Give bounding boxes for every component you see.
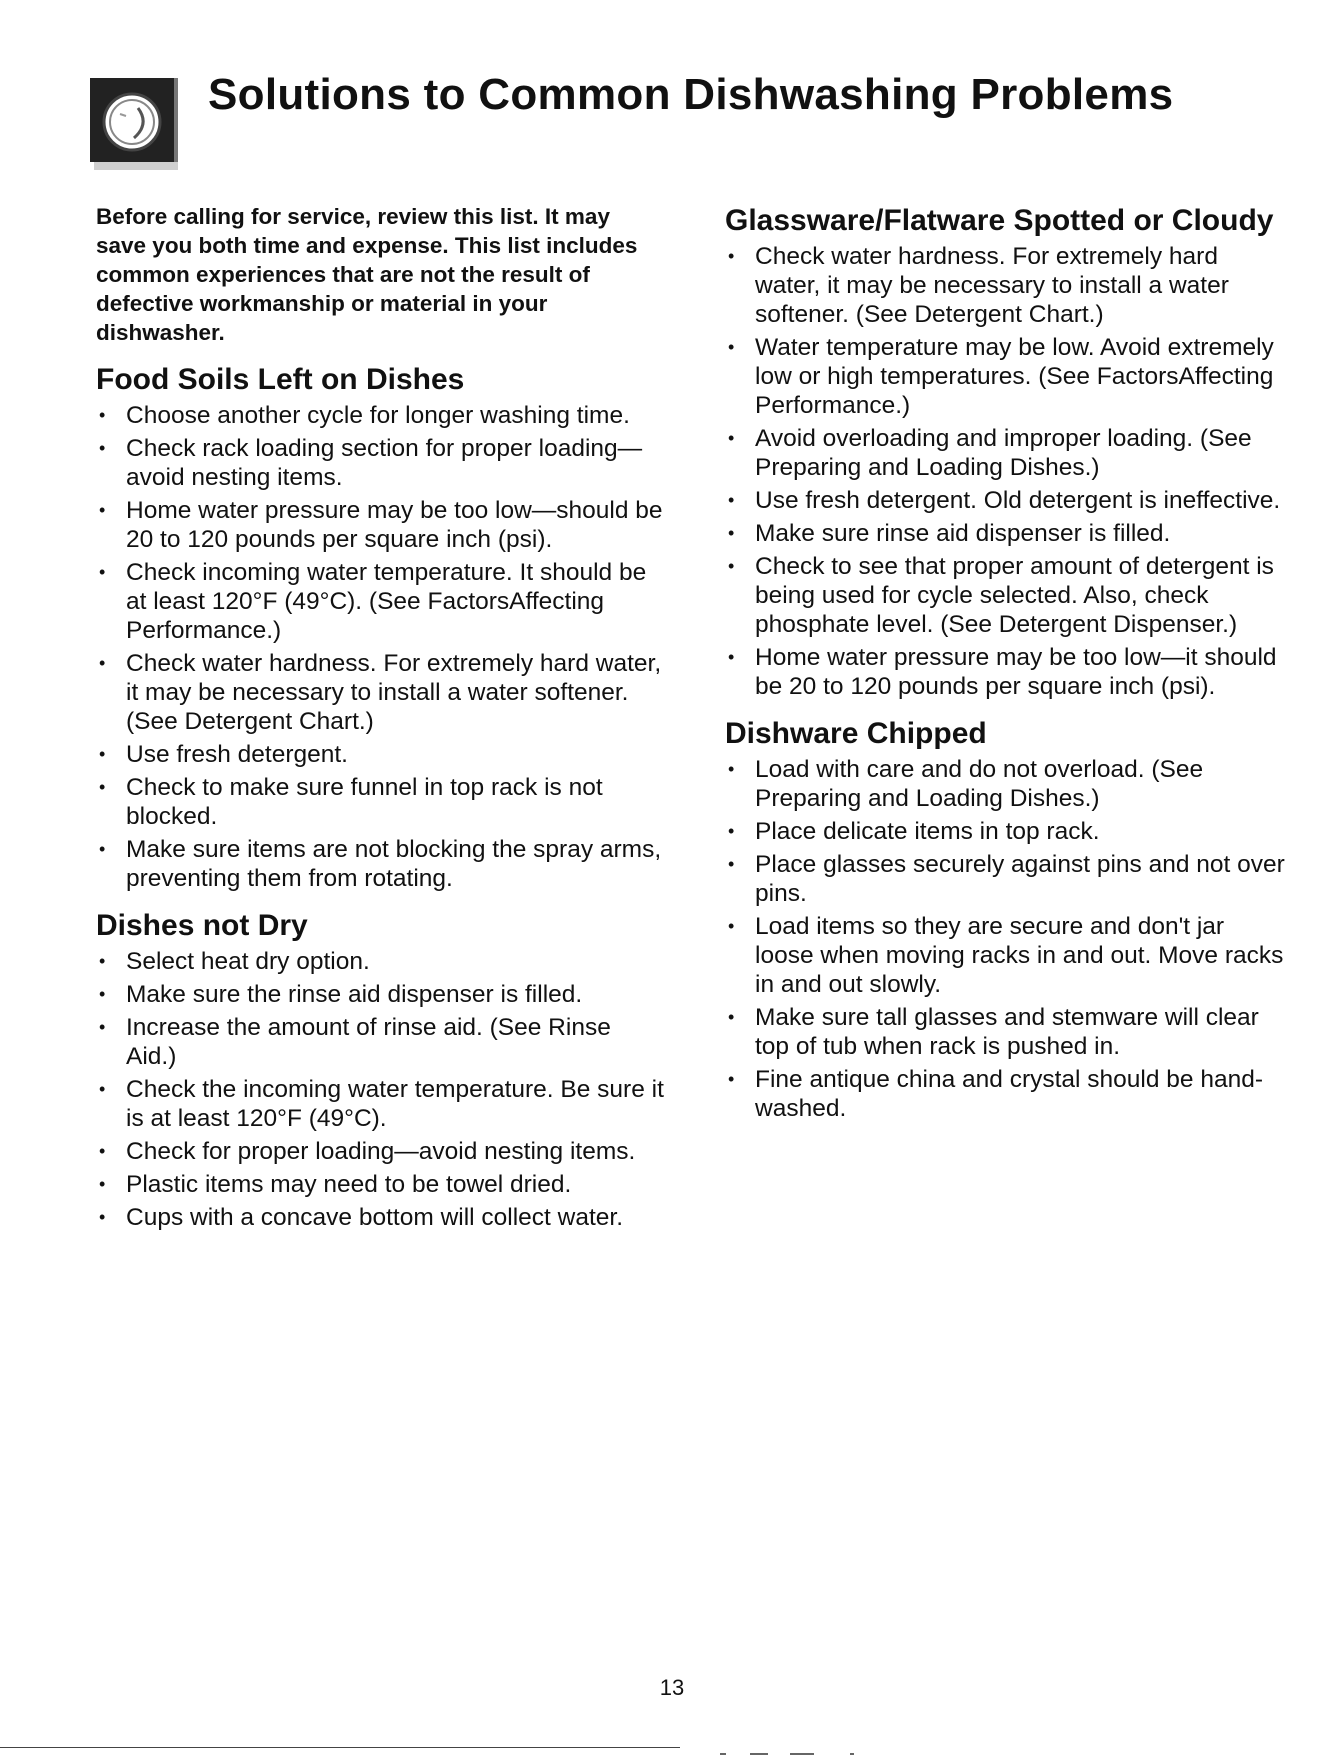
list-item: • Use fresh detergent. [96, 740, 666, 769]
section-title: Dishware Chipped [725, 717, 987, 750]
list-item: • Water temperature may be low. Avoid extremely low or high temperatures. (See FactorsAffecting Performance.) [725, 333, 1285, 420]
bullet-list [725, 755, 1285, 1123]
bullet-list [725, 242, 1285, 701]
section-title: Dishes not Dry [96, 909, 308, 942]
section-title: Glassware/Flatware Spotted or Cloudy [725, 204, 1274, 237]
list-item: • Check to make sure funnel in top rack is not blocked. [96, 773, 666, 831]
footer-divider [0, 1747, 680, 1748]
list-item: • Make sure rinse aid dispenser is filled. [725, 519, 1285, 548]
bullet-list [96, 401, 666, 893]
list-item: • Make sure the rinse aid dispenser is filled. [96, 980, 666, 1009]
list-item: • Make sure items are not blocking the spray arms, preventing them from rotating. [96, 835, 666, 893]
list-item: • Fine antique china and crystal should be hand-washed. [725, 1065, 1285, 1123]
list-item: • Place delicate items in top rack. [725, 817, 1285, 846]
list-item: • Check the incoming water temperature. Be sure it is at least 120°F (49°C). [96, 1075, 666, 1133]
list-item: • Place glasses securely against pins and not over pins. [725, 850, 1285, 908]
list-item: • Plastic items may need to be towel dried. [96, 1170, 666, 1199]
section-title: Food Soils Left on Dishes [96, 363, 465, 396]
list-item: • Select heat dry option. [96, 947, 666, 976]
list-item: • Avoid overloading and improper loading. (See Preparing and Loading Dishes.) [725, 424, 1285, 482]
list-item: • Check to see that proper amount of detergent is being used for cycle selected. Also, check phosphate level. (See Detergent Dispenser.) [725, 552, 1285, 639]
page-header [90, 70, 1290, 180]
list-item: • Cups with a concave bottom will collect water. [96, 1203, 666, 1232]
page-number: 13 [659, 1675, 685, 1700]
list-item: • Make sure tall glasses and stemware will clear top of tub when rack is pushed in. [725, 1003, 1285, 1061]
right-column [725, 202, 1285, 1127]
list-item: • Choose another cycle for longer washing time. [96, 401, 666, 430]
bullet-list [96, 947, 666, 1232]
left-column [96, 202, 666, 1236]
list-item: • Use fresh detergent. Old detergent is ineffective. [725, 486, 1285, 515]
list-item: • Home water pressure may be too low—it should be 20 to 120 pounds per square inch (psi). [725, 643, 1285, 701]
list-item: • Check water hardness. For extremely hard water, it may be necessary to install a water softener. (See Detergent Chart.) [96, 649, 666, 736]
list-item: • Check for proper loading—avoid nesting items. [96, 1137, 666, 1166]
list-item: • Home water pressure may be too low—should be 20 to 120 pounds per square inch (psi). [96, 496, 666, 554]
list-item: • Check incoming water temperature. It should be at least 120°F (49°C). (See FactorsAffecting Performance.) [96, 558, 666, 645]
list-item: • Increase the amount of rinse aid. (See Rinse Aid.) [96, 1013, 666, 1071]
list-item: • Load with care and do not overload. (See Preparing and Loading Dishes.) [725, 755, 1285, 813]
list-item: • Check water hardness. For extremely hard water, it may be necessary to install a water softener. (See Detergent Chart.) [725, 242, 1285, 329]
list-item: • Check rack loading section for proper loading—avoid nesting items. [96, 434, 666, 492]
footer-marks [720, 1744, 900, 1750]
page-title: Solutions to Common Dishwashing Problems [208, 70, 1174, 119]
list-item: • Load items so they are secure and don't jar loose when moving racks in and out. Move racks in and out slowly. [725, 912, 1285, 999]
dishwasher-icon [90, 78, 194, 174]
intro-text: Before calling for service, review this list. It may save you both time and expense. This list includes common experiences that are not the result of defective workmanship or material in your dishwasher. [96, 204, 638, 345]
